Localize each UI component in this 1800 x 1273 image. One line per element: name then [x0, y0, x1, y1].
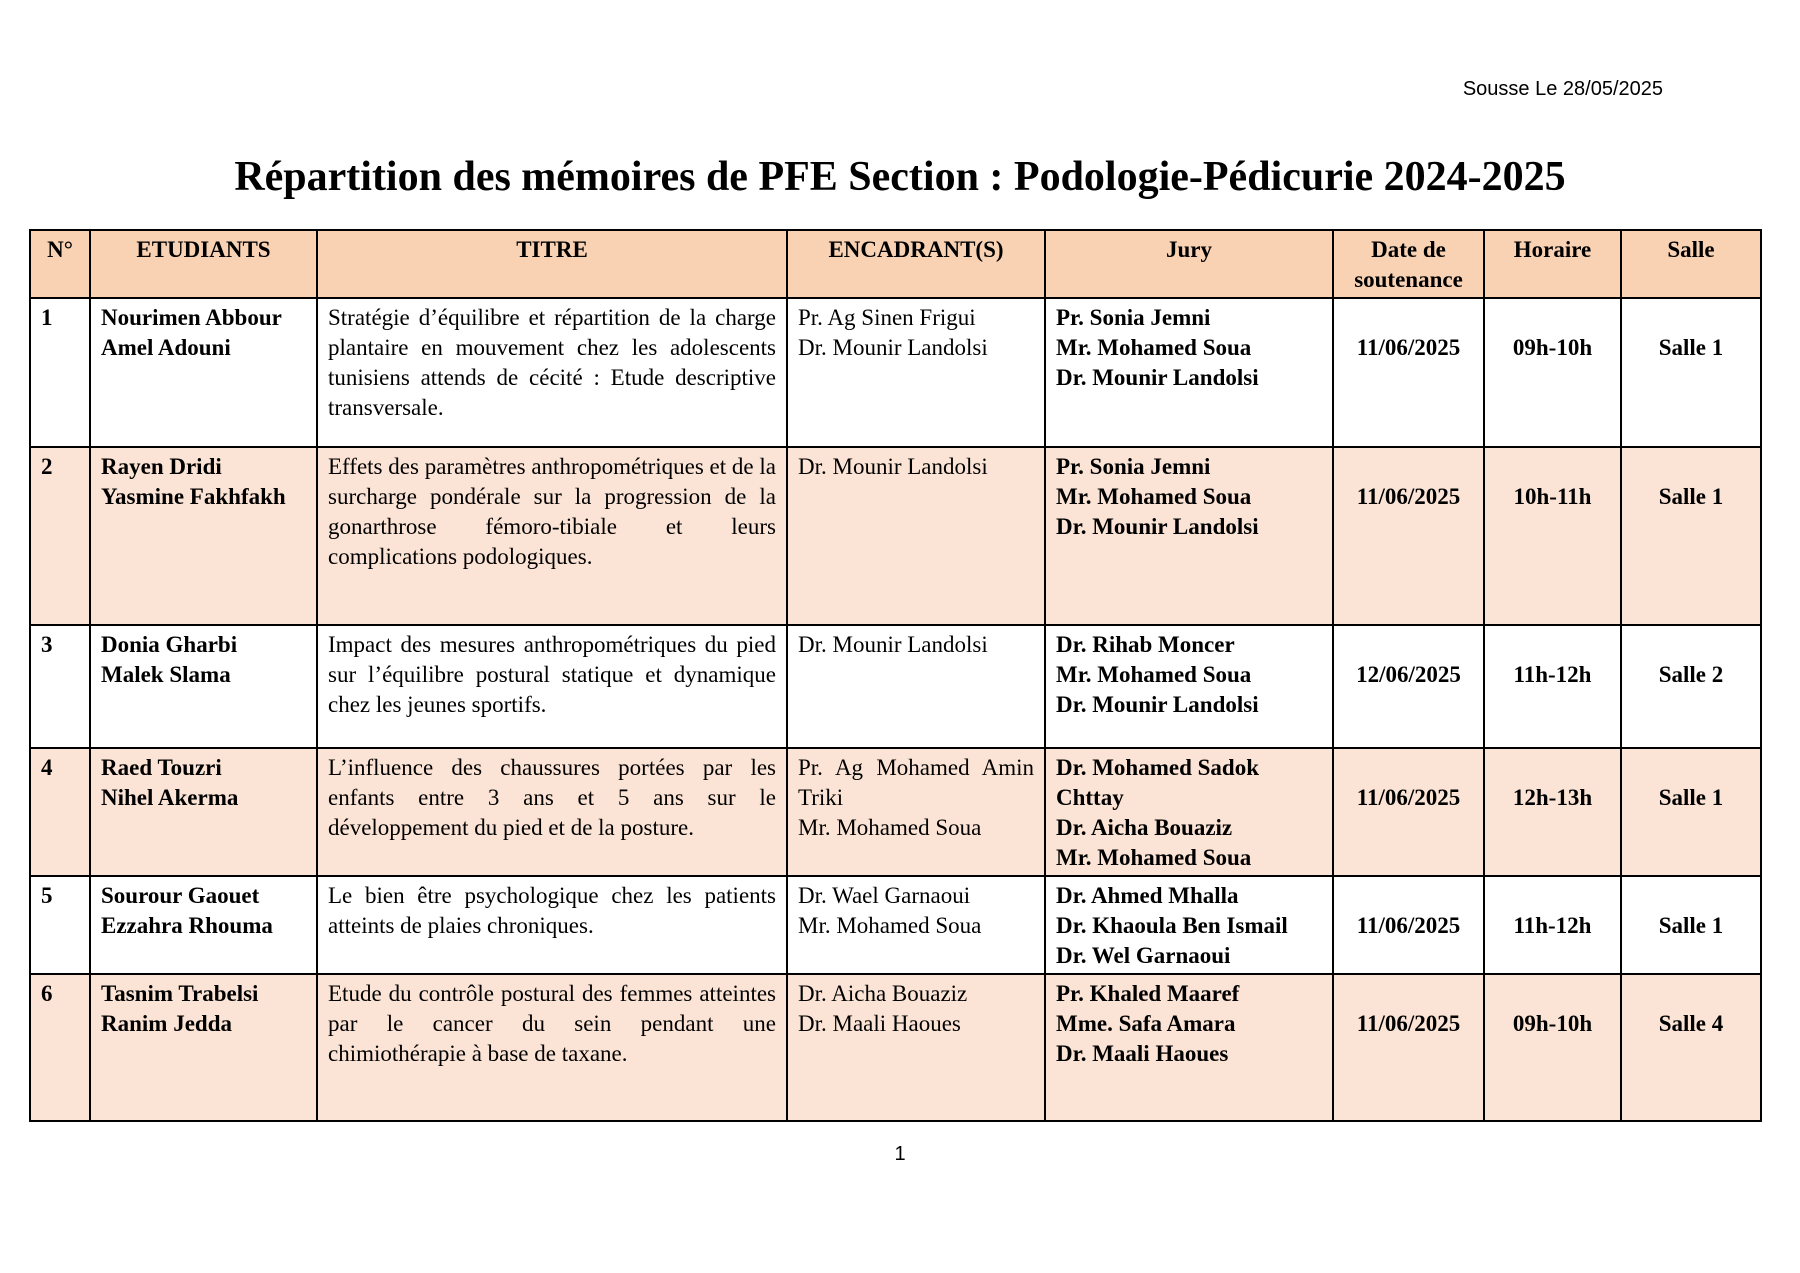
defense-date: 12/06/2025	[1333, 625, 1484, 748]
row-number: 1	[30, 298, 90, 447]
supervisor-name: Pr. Ag Sinen Frigui	[798, 305, 976, 330]
jury-cell	[1045, 974, 1333, 1121]
row-number: 5	[30, 876, 90, 974]
jury-member: Dr. Mounir Landolsi	[1056, 692, 1259, 717]
supervisors-cell	[787, 974, 1045, 1121]
table-row	[30, 876, 1761, 974]
defense-date: 11/06/2025	[1333, 974, 1484, 1121]
row-number: 2	[30, 447, 90, 625]
table-row	[30, 447, 1761, 625]
students-cell	[90, 625, 317, 748]
thesis-title: L’influence des chaussures portées par les enfants entre 3 ans et 5 ans sur le développement du pied et de la posture.	[317, 748, 787, 876]
col-header-room: Salle	[1621, 230, 1761, 298]
student-name: Amel Adouni	[101, 335, 231, 360]
defense-room: Salle 2	[1621, 625, 1761, 748]
jury-cell	[1045, 748, 1333, 876]
defense-time: 09h-10h	[1484, 974, 1621, 1121]
defense-time: 11h-12h	[1484, 876, 1621, 974]
table-row	[30, 625, 1761, 748]
document-date: Sousse Le 28/05/2025	[1462, 78, 1663, 100]
thesis-title: Stratégie d’équilibre et répartition de la charge plantaire en mouvement chez les adolescents tunisiens attends de cécité : Etude descriptive transversale.	[317, 298, 787, 447]
students-cell	[90, 876, 317, 974]
student-name: Ezzahra Rhouma	[101, 913, 273, 938]
students-cell	[90, 447, 317, 625]
supervisor-name: Dr. Wael Garnaoui	[798, 883, 971, 908]
thesis-title: Effets des paramètres anthropométriques et de la surcharge pondérale sur la progression de la gonarthrose fémoro-tibiale et leurs complications podologiques.	[317, 447, 787, 625]
jury-member: Mr. Mohamed Soua	[1056, 845, 1252, 870]
page-number: 1	[894, 1143, 906, 1165]
student-name: Nourimen Abbour	[101, 305, 282, 330]
supervisor-name: Mr. Mohamed Soua	[798, 913, 982, 938]
thesis-title: Le bien être psychologique chez les patients atteints de plaies chroniques.	[317, 876, 787, 974]
student-name: Rayen Dridi	[101, 454, 222, 479]
students-cell	[90, 748, 317, 876]
defense-date: 11/06/2025	[1333, 298, 1484, 447]
defense-room: Salle 1	[1621, 298, 1761, 447]
supervisors-cell	[787, 748, 1045, 876]
supervisor-name: Dr. Maali Haoues	[798, 1011, 961, 1036]
col-header-date: Date de soutenance	[1333, 230, 1484, 298]
supervisors-cell	[787, 298, 1045, 447]
supervisor-name: Dr. Aicha Bouaziz	[798, 981, 968, 1006]
col-header-title: TITRE	[317, 230, 787, 298]
row-number: 3	[30, 625, 90, 748]
thesis-title: Etude du contrôle postural des femmes atteintes par le cancer du sein pendant une chimiothérapie à base de taxane.	[317, 974, 787, 1121]
defense-room: Salle 1	[1621, 748, 1761, 876]
table-row	[30, 298, 1761, 447]
thesis-title: Impact des mesures anthropométriques du pied sur l’équilibre postural statique et dynamique chez les jeunes sportifs.	[317, 625, 787, 748]
jury-member: Mr. Mohamed Soua	[1056, 484, 1252, 509]
students-cell	[90, 974, 317, 1121]
student-name: Nihel Akerma	[101, 785, 239, 810]
table-row	[30, 974, 1761, 1121]
jury-member: Dr. Maali Haoues	[1056, 1041, 1229, 1066]
table-row	[30, 748, 1761, 876]
students-cell	[90, 298, 317, 447]
defense-room: Salle 1	[1621, 876, 1761, 974]
jury-member: Mme. Safa Amara	[1056, 1011, 1236, 1036]
student-name: Ranim Jedda	[101, 1011, 232, 1036]
thesis-schedule-table	[29, 229, 1762, 1122]
col-header-jury: Jury	[1045, 230, 1333, 298]
defense-date: 11/06/2025	[1333, 876, 1484, 974]
defense-time: 12h-13h	[1484, 748, 1621, 876]
jury-member: Dr. Rihab Moncer	[1056, 632, 1235, 657]
defense-room: Salle 1	[1621, 447, 1761, 625]
defense-time: 10h-11h	[1484, 447, 1621, 625]
row-number: 6	[30, 974, 90, 1121]
jury-member: Pr. Khaled Maaref	[1056, 981, 1240, 1006]
student-name: Sourour Gaouet	[101, 883, 260, 908]
student-name: Donia Gharbi	[101, 632, 238, 657]
jury-member: Dr. Mohamed Sadok Chttay	[1056, 755, 1259, 810]
supervisor-name: Pr. Ag Mohamed Amin Triki	[798, 755, 1034, 810]
defense-time: 09h-10h	[1484, 298, 1621, 447]
supervisor-name: Dr. Mounir Landolsi	[798, 632, 988, 657]
jury-cell	[1045, 298, 1333, 447]
student-name: Tasnim Trabelsi	[101, 981, 259, 1006]
jury-member: Mr. Mohamed Soua	[1056, 335, 1252, 360]
table-header-row	[30, 230, 1761, 298]
jury-cell	[1045, 625, 1333, 748]
col-header-students: ETUDIANTS	[90, 230, 317, 298]
page-title: Répartition des mémoires de PFE Section : Podologie-Pédicurie 2024-2025	[234, 154, 1566, 200]
supervisor-name: Dr. Mounir Landolsi	[798, 335, 988, 360]
student-name: Malek Slama	[101, 662, 231, 687]
row-number: 4	[30, 748, 90, 876]
supervisor-name: Mr. Mohamed Soua	[798, 815, 982, 840]
jury-cell	[1045, 876, 1333, 974]
student-name: Yasmine Fakhfakh	[101, 484, 286, 509]
supervisors-cell	[787, 625, 1045, 748]
col-header-supervisors: ENCADRANT(S)	[787, 230, 1045, 298]
supervisor-name: Dr. Mounir Landolsi	[798, 454, 988, 479]
supervisors-cell	[787, 447, 1045, 625]
jury-cell	[1045, 447, 1333, 625]
student-name: Raed Touzri	[101, 755, 222, 780]
jury-member: Mr. Mohamed Soua	[1056, 662, 1252, 687]
jury-member: Dr. Khaoula Ben Ismail	[1056, 913, 1288, 938]
col-header-number: N°	[30, 230, 90, 298]
defense-date: 11/06/2025	[1333, 748, 1484, 876]
jury-member: Dr. Ahmed Mhalla	[1056, 883, 1239, 908]
defense-date: 11/06/2025	[1333, 447, 1484, 625]
jury-member: Dr. Wel Garnaoui	[1056, 943, 1231, 968]
defense-room: Salle 4	[1621, 974, 1761, 1121]
defense-time: 11h-12h	[1484, 625, 1621, 748]
jury-member: Pr. Sonia Jemni	[1056, 305, 1211, 330]
jury-member: Dr. Mounir Landolsi	[1056, 514, 1259, 539]
jury-member: Dr. Mounir Landolsi	[1056, 365, 1259, 390]
jury-member: Pr. Sonia Jemni	[1056, 454, 1211, 479]
jury-member: Dr. Aicha Bouaziz	[1056, 815, 1233, 840]
supervisors-cell	[787, 876, 1045, 974]
col-header-time: Horaire	[1484, 230, 1621, 298]
